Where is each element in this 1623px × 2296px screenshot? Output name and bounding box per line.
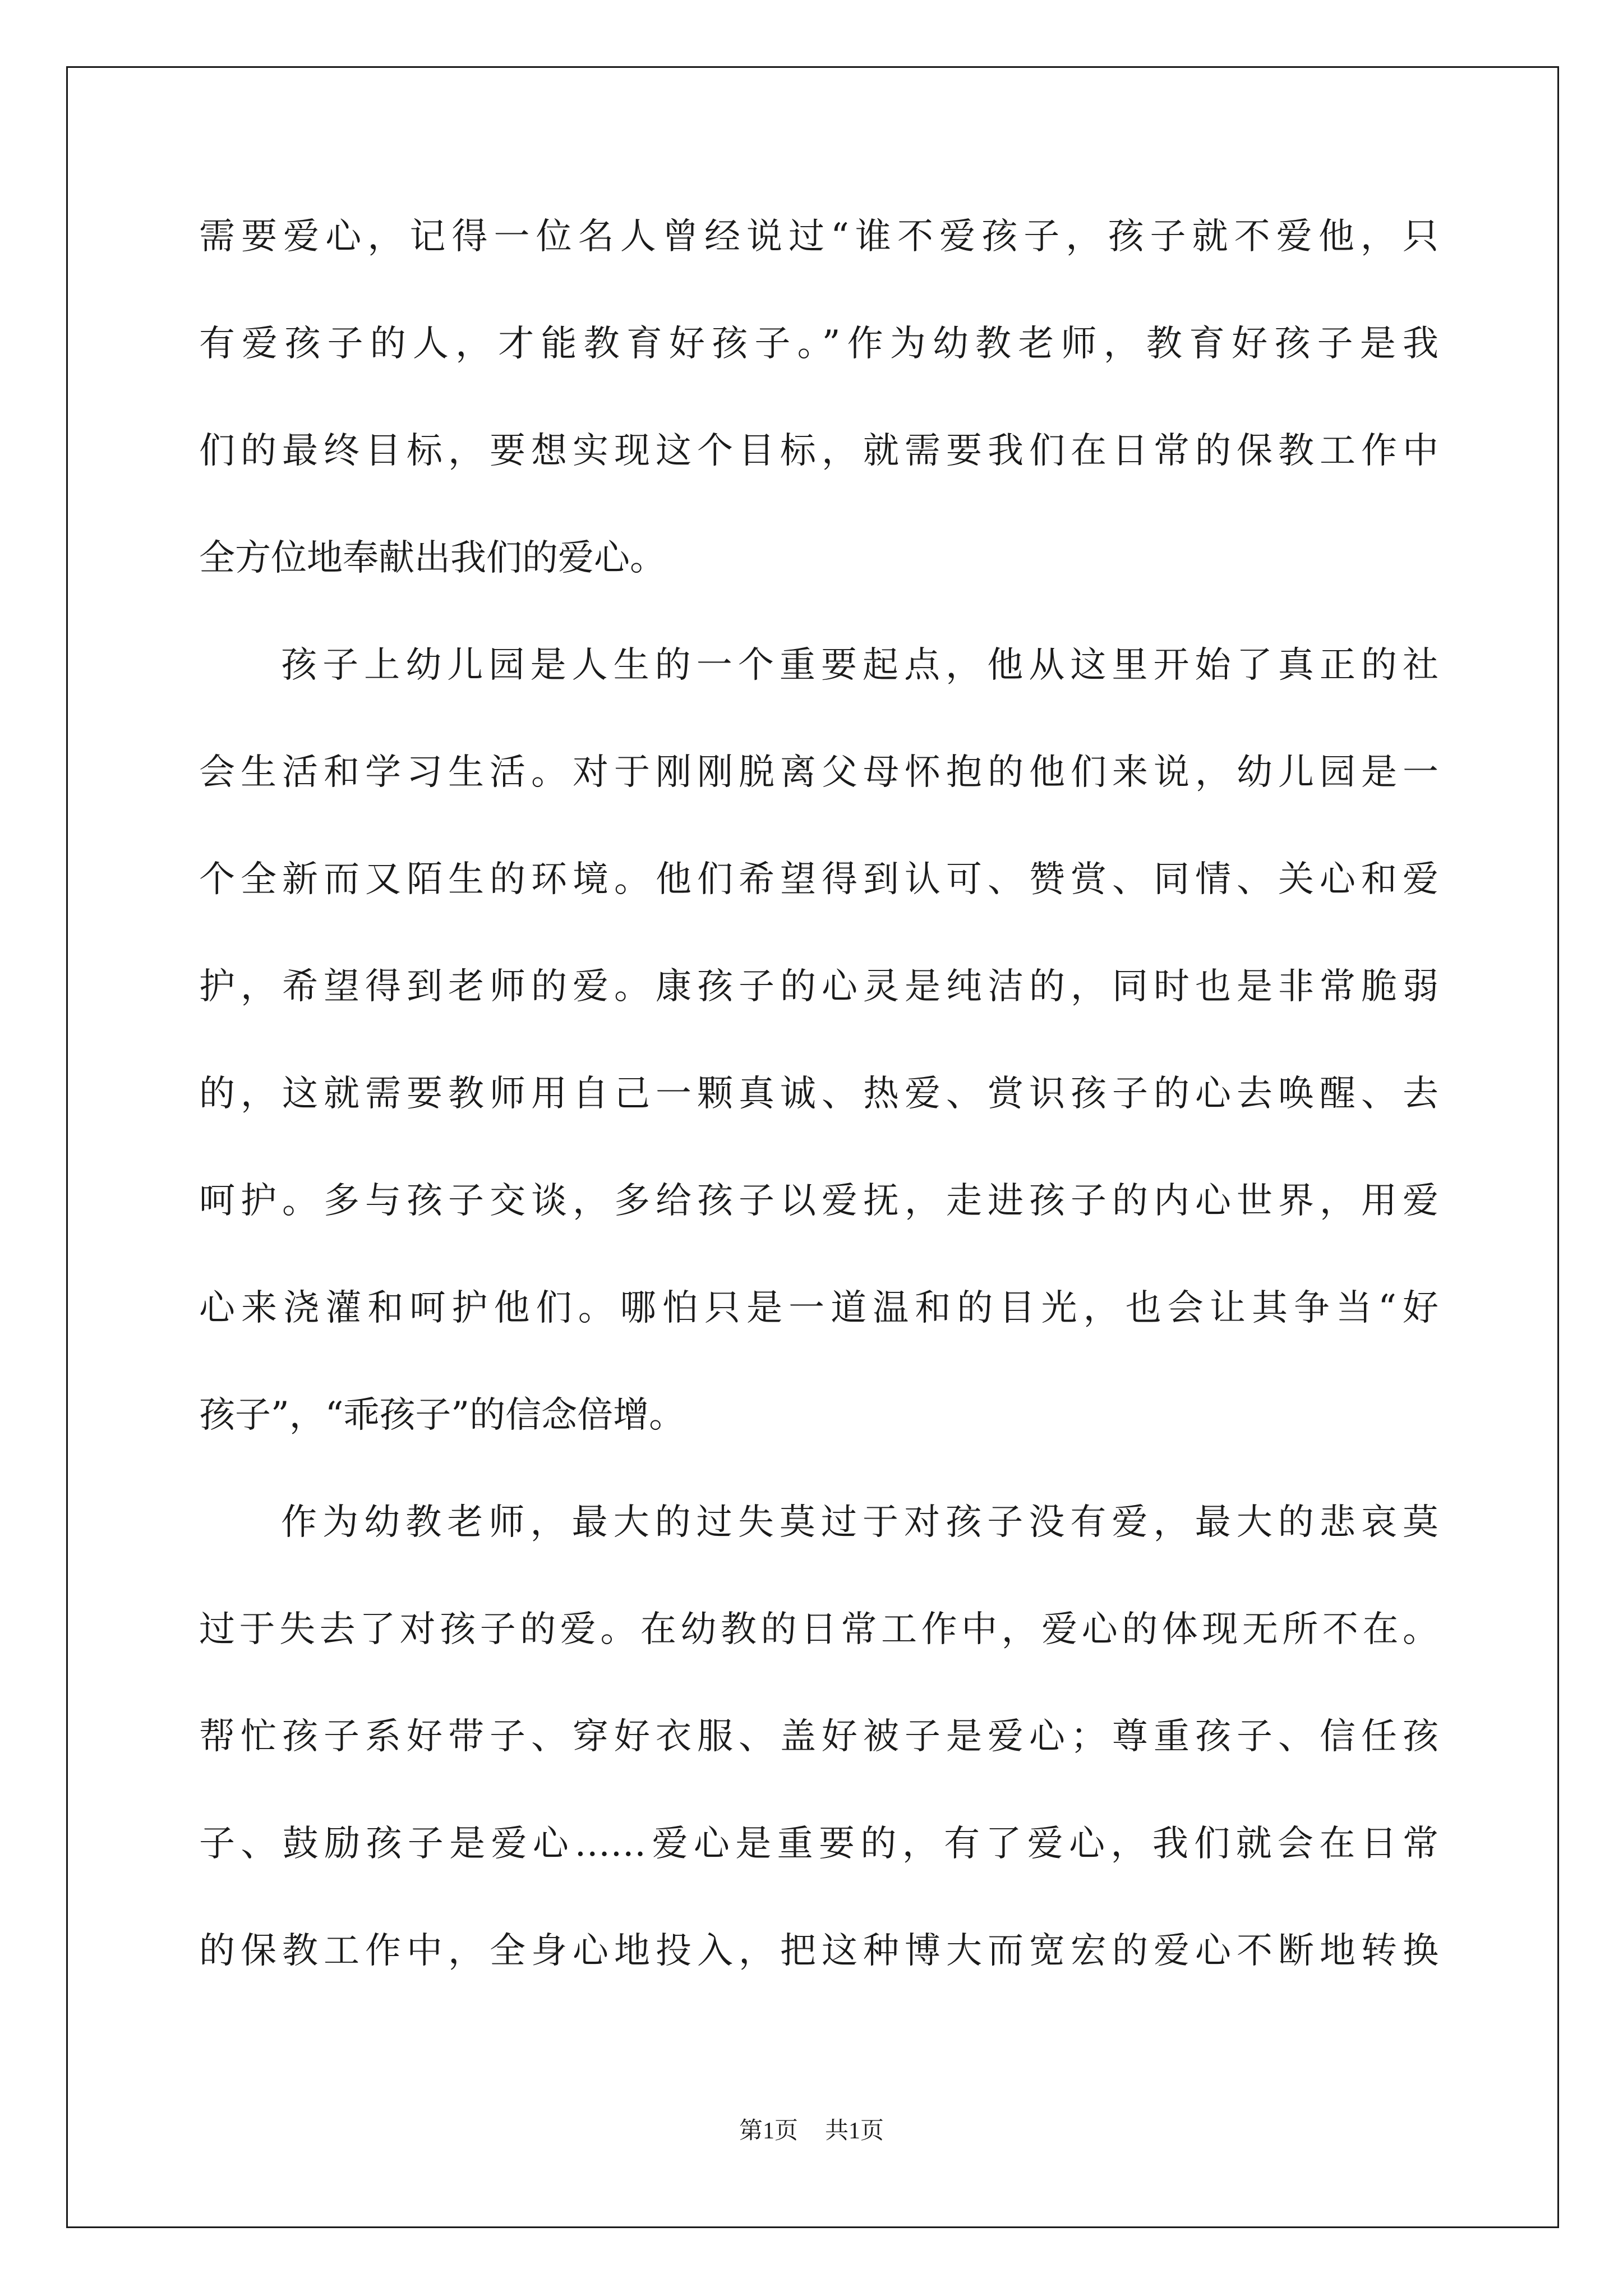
text-line-17: 的保教工作中，全身心地投入，把这种博大而宽宏的爱心不断地转换 — [199, 1930, 1438, 1972]
text-line-9: 的，这就需要教师用自己一颗真诚、热爱、赏识孩子的心去唤醒、去 — [199, 1073, 1438, 1115]
text-line-6: 会生活和学习生活。对于刚刚脱离父母怀抱的他们来说，幼儿园是一 — [199, 752, 1438, 793]
text-line-2: 有爱孩子的人，才能教育好孩子。”作为幼教老师，教育好孩子是我 — [199, 323, 1438, 365]
text-line-11: 心来浇灌和呵护他们。哪怕只是一道温和的目光，也会让其争当“好 — [199, 1287, 1438, 1329]
document-body — [199, 216, 1438, 2040]
text-line-15: 帮忙孩子系好带子、穿好衣服、盖好被子是爱心；尊重孩子、信任孩 — [199, 1716, 1438, 1757]
page-footer — [0, 2118, 1623, 2145]
text-line-5: 孩子上幼儿园是人生的一个重要起点，他从这里开始了真正的社 — [281, 645, 1438, 686]
text-line-12: 孩子”，“乖孩子”的信念倍增。 — [199, 1395, 685, 1436]
text-line-13: 作为幼教老师，最大的过失莫过于对孩子没有爱，最大的悲哀莫 — [281, 1502, 1438, 1543]
text-line-14: 过于失去了对孩子的爱。在幼教的日常工作中，爱心的体现无所不在。 — [199, 1609, 1438, 1650]
text-line-4: 全方位地奉献出我们的爱心。 — [199, 537, 666, 579]
text-line-7: 个全新而又陌生的环境。他们希望得到认可、赞赏、同情、关心和爱 — [199, 859, 1438, 900]
text-line-3: 们的最终目标，要想实现这个目标，就需要我们在日常的保教工作中 — [199, 430, 1438, 472]
text-line-10: 呵护。多与孩子交谈，多给孩子以爱抚，走进孩子的内心世界，用爱 — [199, 1180, 1438, 1222]
text-line-16: 子、鼓励孩子是爱心……爱心是重要的，有了爱心，我们就会在日常 — [199, 1823, 1438, 1865]
text-line-1: 需要爱心，记得一位名人曾经说过“谁不爱孩子，孩子就不爱他，只 — [199, 216, 1438, 257]
page-total: 共1页 — [825, 2118, 884, 2144]
text-line-8: 护，希望得到老师的爱。康孩子的心灵是纯洁的，同时也是非常脆弱 — [199, 966, 1438, 1007]
page-number: 第1页 — [739, 2118, 798, 2144]
